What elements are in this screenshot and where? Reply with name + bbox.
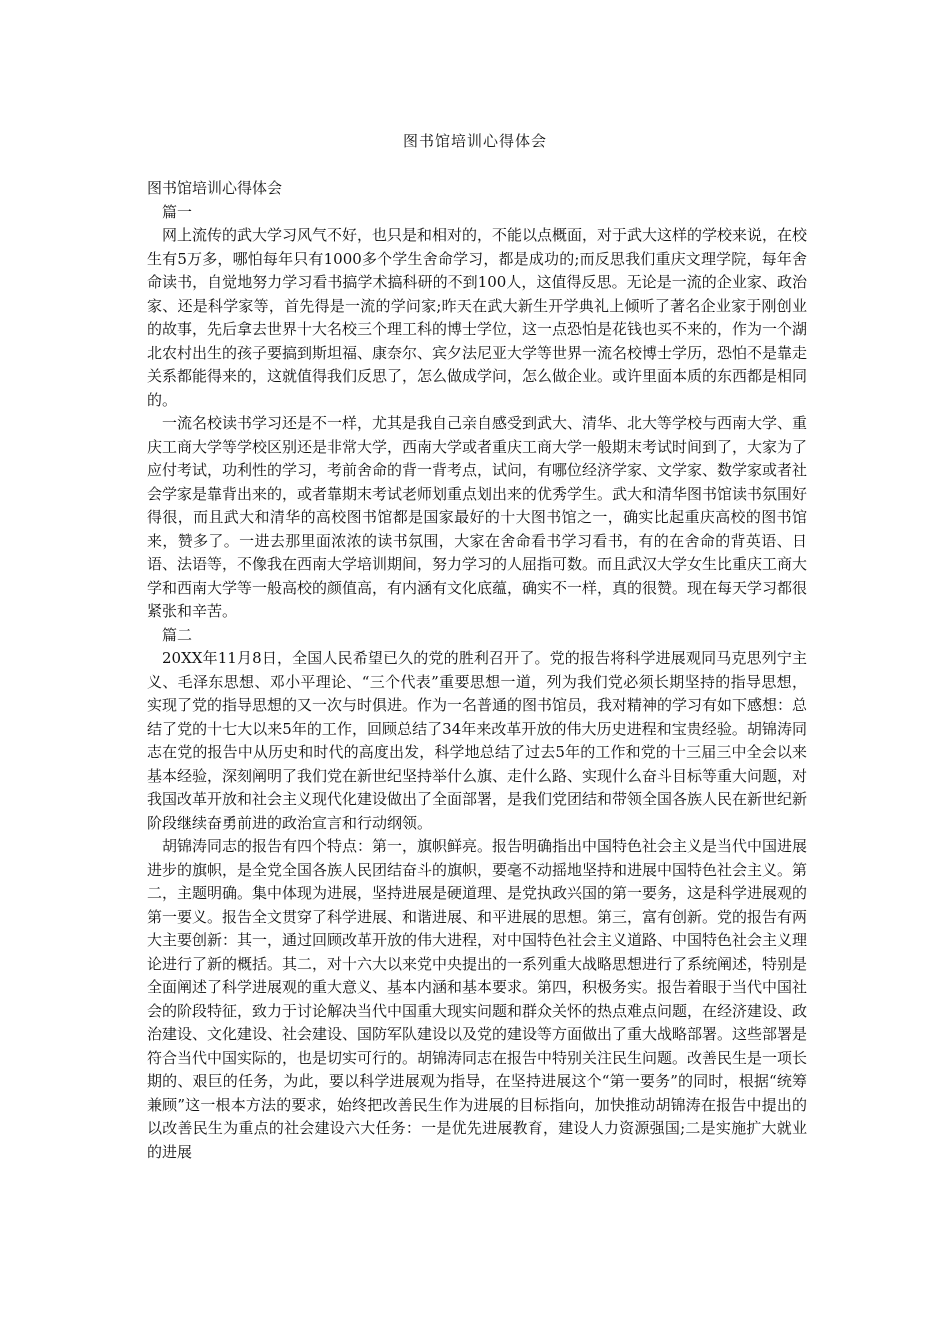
document-subtitle: 图书馆培训心得体会: [147, 179, 283, 197]
document-title: 图书馆培训心得体会: [402, 132, 547, 150]
section-two-label: 篇二: [162, 625, 193, 644]
section-two-paragraph: 胡锦涛同志的报告有四个特点：第一，旗帜鲜亮。报告明确指出中国特色社会主义是当代中国进展进步的旗帜，是全党全国各族人民团结奋斗的旗帜，要毫不动摇地坚持和进展中国特色社会主义。第二，主题明确。集中体现为进展，坚持进展是硬道理、是党执政兴国的第一要务，这是科学进展观的第一要义。报告全文贯穿了科学进展、和谐进展、和平进展的思想。第三，富有创新。党的报告有两大主要创新：其一，通过回顾改革开放的伟大进程，对中国特色社会主义道路、中国特色社会主义理论进行了新的概括。其二，对十六大以来党中央提出的一系列重大战略思想进行了系统阐述，特别是全面阐述了科学进展观的重大意义、基本内涵和基本要求。第四，积极务实。报告着眼于当代中国社会的阶段特征，致力于讨论解决当代中国重大现实问题和群众关怀的热点难点问题，在经济建设、政治建设、文化建设、社会建设、国防军队建设以及党的建设等方面做出了重大战略部署。这些部署是符合当代中国实际的，也是切实可行的。胡锦涛同志在报告中特别关注民生问题。改善民生是一项长期的、艰巨的任务，为此，要以科学进展观为指导，在坚持进展这个“第一要务”的同时，根据“统筹兼顾”这一根本方法的要求，始终把改善民生作为进展的目标指向，加快推动胡锦涛在报告中提出的以改善民生为重点的社会建设六大任务：一是优先进展教育，建设人力资源强国;二是实施扩大就业的进展: [147, 837, 808, 1161]
section-one-paragraph: 网上流传的武大学习风气不好，也只是和相对的，不能以点概面，对于武大这样的学校来说，在校生有5万多，哪怕每年只有1000多个学生舍命学习，都是成功的;而反思我们重庆文理学院，每年舍命读书，自觉地努力学习看书搞学术搞科研的不到100人，这值得反思。无论是一流的企业家、政治家、还是科学家等，首先得是一流的学问家;昨天在武大新生开学典礼上倾听了著名企业家于刚创业的故事，先后拿去世界十大名校三个理工科的博士学位，这一点恐怕是花钱也买不来的，作为一个湖北农村出生的孩子要搞到斯坦福、康奈尔、宾夕法尼亚大学等世界一流名校博士学历，恐怕不是靠走关系都能得来的，这就值得我们反思了，怎么做成学问，怎么做企业。或许里面本质的东西都是相同的。: [147, 226, 808, 409]
section-one-paragraph: 一流名校读书学习还是不一样，尤其是我自己亲自感受到武大、清华、北大等学校与西南大学、重庆工商大学等学校区别还是非常大学，西南大学或者重庆工商大学一般期末考试时间到了，大家为了应付考试，功利性的学习，考前舍命的背一背考点，试问，有哪位经济学家、文学家、数学家或者社会学家是靠背出来的，或者靠期末考试老师划重点划出来的优秀学生。武大和清华图书馆读书氛围好得很，而且武大和清华的高校图书馆都是国家最好的十大图书馆之一，确实比起重庆高校的图书馆来，赞多了。一进去那里面浓浓的读书氛围，大家在舍命看书学习看书，有的在舍命的背英语、日语、法语等，不像我在西南大学培训期间，努力学习的人屈指可数。而且武汉大学女生比重庆工商大学和西南大学等一般高校的颜值高，有内涵有文化底蕴，确实不一样，真的很赞。现在每天学习都很紧张和辛苦。: [147, 414, 808, 620]
section-one-label: 篇一: [162, 202, 193, 221]
document-body: [147, 177, 807, 1164]
section-two-paragraph: 20XX年11月8日，全国人民希望已久的党的胜利召开了。党的报告将科学进展观同马克思列宁主义、毛泽东思想、邓小平理论、“三个代表”重要思想一道，列为我们党必须长期坚持的指导思想，实现了党的指导思想的又一次与时俱进。作为一名普通的图书馆员，我对精神的学习有如下感想：总结了党的十七大以来5年的工作，回顾总结了34年来改革开放的伟大历史进程和宝贵经验。胡锦涛同志在党的报告中从历史和时代的高度出发，科学地总结了过去5年的工作和党的十三届三中全会以来基本经验，深刻阐明了我们党在新世纪坚持举什么旗、走什么路、实现什么奋斗目标等重大问题，对我国改革开放和社会主义现代化建设做出了全面部署，是我们党团结和带领全国各族人民在新世纪新阶段继续奋勇前进的政治宣言和行动纲领。: [147, 649, 808, 832]
